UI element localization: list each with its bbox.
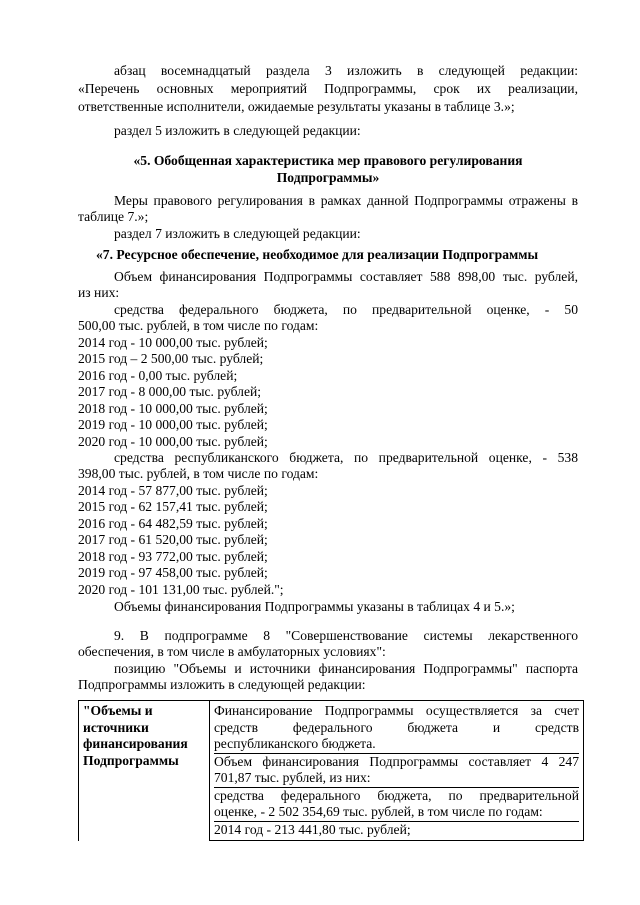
paragraph-line: Подпрограммы изложить в следующей редакции: — [78, 677, 366, 692]
republic-year-line: 2020 год - 101 131,00 тыс. рублей."; — [78, 582, 284, 597]
paragraph-line: средства республиканского бюджета, по предварительной оценке, - 538 — [114, 450, 578, 465]
table-value-line: 2014 год - 213 441,80 тыс. рублей; — [214, 821, 579, 839]
table-row — [79, 701, 584, 841]
paragraph-line: ответственные исполнители, ожидаемые результаты указаны в таблице 3.»; — [78, 99, 515, 114]
republic-year-line: 2018 год - 93 772,00 тыс. рублей; — [78, 549, 268, 564]
paragraph-line: «Перечень основных мероприятий Подпрограммы, срок их реализации, — [78, 81, 578, 96]
passport-table — [78, 700, 584, 841]
federal-year-line: 2016 год - 0,00 тыс. рублей; — [78, 368, 238, 383]
paragraph-line: Объем финансирования Подпрограммы составляет 588 898,00 тыс. рублей, — [114, 269, 578, 284]
table-label-cell — [79, 701, 210, 841]
paragraph-line: позицию "Объемы и источники финансирования Подпрограммы" паспорта — [114, 661, 578, 676]
table-value-line: 701,87 тыс. рублей, из них: — [214, 770, 371, 785]
federal-year-line: 2018 год - 10 000,00 тыс. рублей; — [78, 401, 268, 416]
table-value-line: средства федерального бюджета, по предварительной — [214, 787, 579, 803]
paragraph-line: абзац восемнадцатый раздела 3 изложить в следующей редакции: — [114, 63, 578, 78]
section-heading: Подпрограммы» — [276, 170, 380, 185]
table-label-line: финансирования — [83, 736, 188, 751]
table-label-line: "Объемы и — [83, 703, 153, 718]
table-value-line: средств федерального бюджета и средств — [214, 719, 579, 735]
table-value-line: Объем финансирования Подпрограммы составляет 4 247 — [214, 753, 579, 769]
table-label-line: Подпрограммы — [83, 752, 179, 768]
federal-year-line: 2014 год - 10 000,00 тыс. рублей; — [78, 335, 268, 350]
paragraph-line: раздел 7 изложить в следующей редакции: — [114, 226, 361, 241]
paragraph-line: Объемы финансирования Подпрограммы указаны в таблицах 4 и 5.»; — [114, 599, 515, 614]
table-value-cell — [210, 701, 584, 841]
republic-year-line: 2014 год - 57 877,00 тыс. рублей; — [78, 483, 268, 498]
federal-year-line: 2017 год - 8 000,00 тыс. рублей; — [78, 384, 262, 399]
republic-year-line: 2016 год - 64 482,59 тыс. рублей; — [78, 516, 268, 531]
paragraph-line: 398,00 тыс. рублей, в том числе по годам: — [78, 466, 319, 481]
table-value-line: оценке, - 2 502 354,69 тыс. рублей, в том числе по годам: — [214, 804, 543, 819]
federal-year-line: 2019 год - 10 000,00 тыс. рублей; — [78, 417, 268, 432]
republic-year-line: 2017 год - 61 520,00 тыс. рублей; — [78, 532, 268, 547]
paragraph-line: обеспечения, в том числе в амбулаторных условиях": — [78, 644, 386, 659]
section-heading: «5. Обобщенная характеристика мер правового регулирования — [133, 153, 523, 168]
republic-year-line: 2019 год - 97 458,00 тыс. рублей; — [78, 565, 268, 580]
republic-year-line: 2015 год - 62 157,41 тыс. рублей; — [78, 499, 268, 514]
table-value-line: республиканского бюджета. — [214, 736, 376, 751]
paragraph-line: 500,00 тыс. рублей, в том числе по годам: — [78, 318, 319, 333]
federal-year-line: 2020 год - 10 000,00 тыс. рублей; — [78, 434, 268, 449]
paragraph-line: средства федерального бюджета, по предварительной оценке, - 50 — [114, 302, 578, 317]
paragraph-line: Меры правового регулирования в рамках данной Подпрограммы отражены в — [114, 193, 578, 208]
section-heading: «7. Ресурсное обеспечение, необходимое для реализации Подпрограммы — [96, 247, 539, 262]
paragraph-line: раздел 5 изложить в следующей редакции: — [114, 123, 361, 138]
paragraph-line: таблице 7.»; — [78, 209, 149, 224]
paragraph-line: из них: — [78, 285, 120, 300]
paragraph-line: 9. В подпрограмме 8 "Совершенствование системы лекарственного — [114, 628, 578, 643]
table-value-line: Финансирование Подпрограммы осуществляется за счет — [214, 703, 579, 718]
table-label-line: источники — [83, 719, 149, 735]
federal-year-line: 2015 год – 2 500,00 тыс. рублей; — [78, 351, 264, 366]
